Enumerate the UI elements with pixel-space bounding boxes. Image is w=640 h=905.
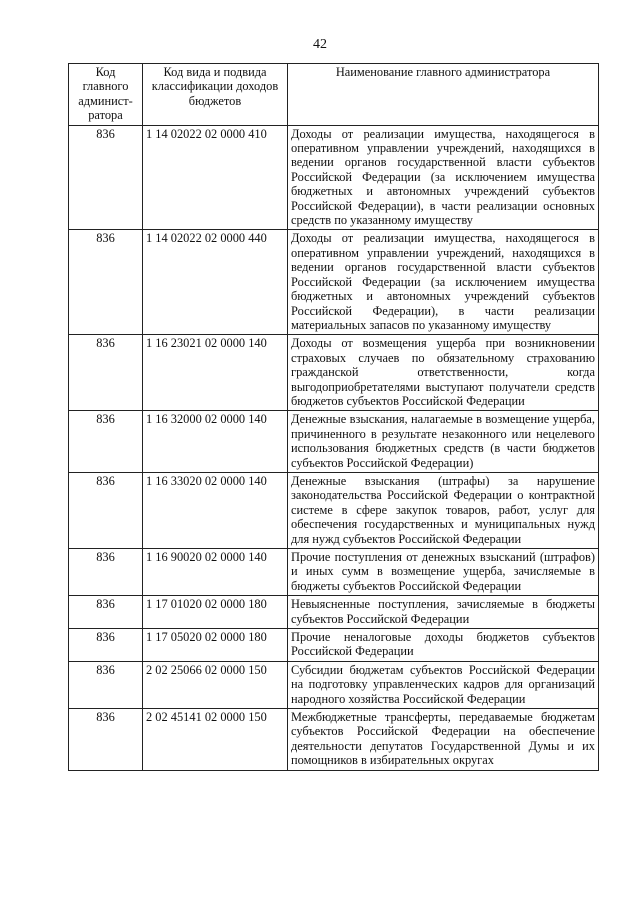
income-code-cell: 1 16 23021 02 0000 140 <box>143 335 288 411</box>
admin-name-cell: Субсидии бюджетам субъектов Российской Федерации на подготовку управленческих кадров для организаций народного хозяйства Российской Федерации <box>288 661 599 708</box>
admin-code-cell: 836 <box>69 709 143 771</box>
table-row <box>69 335 599 411</box>
admin-code-cell: 836 <box>69 661 143 708</box>
admin-name-cell: Невыясненные поступления, зачисляемые в бюджеты субъектов Российской Федерации <box>288 596 599 629</box>
admin-name-cell: Прочие неналоговые доходы бюджетов субъектов Российской Федерации <box>288 629 599 662</box>
income-code-cell: 1 16 32000 02 0000 140 <box>143 411 288 473</box>
income-classification-table <box>68 63 599 771</box>
admin-code-cell: 836 <box>69 549 143 596</box>
income-code-cell: 1 17 05020 02 0000 180 <box>143 629 288 662</box>
table-row <box>69 661 599 708</box>
table-row <box>69 596 599 629</box>
header-admin-name: Наименование главного администратора <box>288 64 599 126</box>
admin-name-cell: Доходы от реализации имущества, находящегося в оперативном управлении учреждений, находящихся в ведении органов государственной власти субъектов Российской Федерации (за исключением имущества бюджетных и автономных учреждений субъектов Российской Федерации), в части реализации материальных запасов по указанному имуществу <box>288 230 599 335</box>
admin-name-cell: Прочие поступления от денежных взысканий (штрафов) и иных сумм в возмещение ущерба, зачисляемые в бюджеты субъектов Российской Федерации <box>288 549 599 596</box>
table-row <box>69 411 599 473</box>
table-row <box>69 549 599 596</box>
admin-name-cell: Денежные взыскания, налагаемые в возмещение ущерба, причиненного в результате незаконного или нецелевого использования бюджетных средств (в части бюджетов субъектов Российской Федерации) <box>288 411 599 473</box>
income-code-cell: 1 14 02022 02 0000 410 <box>143 125 288 230</box>
income-code-cell: 1 17 01020 02 0000 180 <box>143 596 288 629</box>
admin-code-cell: 836 <box>69 411 143 473</box>
table-header-row <box>69 64 599 126</box>
header-admin-code: Код главного админист-ратора <box>69 64 143 126</box>
admin-code-cell: 836 <box>69 629 143 662</box>
income-code-cell: 1 16 33020 02 0000 140 <box>143 472 288 548</box>
income-code-cell: 2 02 25066 02 0000 150 <box>143 661 288 708</box>
table-row <box>69 709 599 771</box>
income-code-cell: 2 02 45141 02 0000 150 <box>143 709 288 771</box>
page-number: 42 <box>313 37 327 52</box>
admin-name-cell: Денежные взыскания (штрафы) за нарушение законодательства Российской Федерации о контрактной системе в сфере закупок товаров, работ, услуг для обеспечения государственных и муниципальных нужд для нужд субъектов Российской Федерации <box>288 472 599 548</box>
admin-code-cell: 836 <box>69 230 143 335</box>
table-row <box>69 230 599 335</box>
admin-name-cell: Межбюджетные трансферты, передаваемые бюджетам субъектов Российской Федерации на обеспечение деятельности депутатов Государственной Думы и их помощников в избирательных округах <box>288 709 599 771</box>
admin-code-cell: 836 <box>69 472 143 548</box>
admin-code-cell: 836 <box>69 125 143 230</box>
income-code-cell: 1 16 90020 02 0000 140 <box>143 549 288 596</box>
table-row <box>69 629 599 662</box>
table-row <box>69 125 599 230</box>
admin-name-cell: Доходы от возмещения ущерба при возникновении страховых случаев по обязательному страхованию гражданской ответственности, когда выгодоприобретателями выступают получатели средств бюджетов субъектов Российской Федерации <box>288 335 599 411</box>
admin-code-cell: 836 <box>69 596 143 629</box>
table-row <box>69 472 599 548</box>
admin-name-cell: Доходы от реализации имущества, находящегося в оперативном управлении учреждений, находящихся в ведении органов государственной власти субъектов Российской Федерации (за исключением имущества бюджетных и автономных учреждений субъектов Российской Федерации), в части реализации основных средств по указанному имуществу <box>288 125 599 230</box>
header-income-code: Код вида и подвида классификации доходов бюджетов <box>143 64 288 126</box>
admin-code-cell: 836 <box>69 335 143 411</box>
income-code-cell: 1 14 02022 02 0000 440 <box>143 230 288 335</box>
